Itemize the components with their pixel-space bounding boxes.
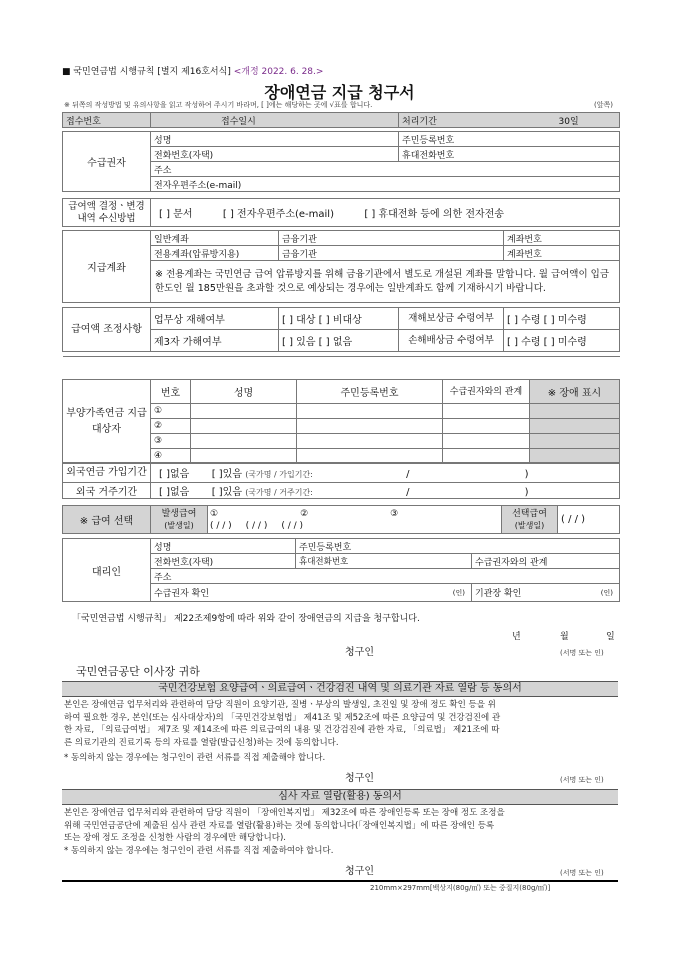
consent1-line: 른 의료기관의 진료기록 등의 자료를 열람(발급신청)하는 것에 동의합니다.: [64, 737, 339, 748]
compensation-label: 재해보상금 수령여부: [399, 308, 504, 330]
benefit-table: [62, 505, 620, 534]
normal-account-number-field[interactable]: 계좌번호: [504, 231, 620, 246]
occur-benefit-label: 발생급여: [161, 508, 197, 519]
consent1-line: 하여 필요한 경우, 본인(또는 심사대상자)의 「국민건강보험법」 제41조 및 제52조에 따른 요양급여 및 건강검진에 관: [64, 712, 501, 723]
receipt-date-label: 접수일시: [151, 113, 399, 128]
consent2-line: 위해 국민연금공단에 제출된 심사 관련 자료를 열람(활용)하는 것에 동의합니다(「장애인복지법」에 따른 장애인 등록: [64, 820, 495, 831]
paper-spec: 210mm×297mm[백상지(80g/㎡) 또는 중질지(80g/㎡)]: [370, 884, 551, 892]
benefit-circle-2: ②: [300, 508, 309, 519]
dependents-header-name: 성명: [191, 380, 297, 404]
notice-method-label: 급여액 결정ㆍ변경내역 수신방법: [63, 199, 151, 227]
account-note: ※ 전용계좌는 국민연금 급여 압류방지를 위해 금융기관에서 별도로 개설된 계좌를 말합니다. 월 급여액이 입금한도인 월 185만원을 초과할 것으로 예상되는 경우에는 일반계좌도 함께 기재하시기 바랍니다.: [151, 261, 620, 303]
recipient-email-field[interactable]: 전자우편주소(e-mail): [151, 177, 620, 192]
consent1-line: 본인은 장애연금 업무처리와 관련하여 담당 직원이 요양기관, 질병ㆍ부상의 발생일, 초진일 및 장애 정도 확인 등을 위: [64, 700, 496, 710]
declaration-text: 「국민연금법 시행규칙」 제22조제9항에 따라 위와 같이 장애연금의 지급을 청구합니다.: [72, 614, 420, 624]
close-paren: ): [524, 487, 529, 498]
recipient-rrn-field[interactable]: 주민등록번호: [399, 132, 620, 147]
consent2-note: * 동의하지 않는 경우에는 청구인이 관련 서류를 직접 제출하여야 합니다.: [64, 845, 334, 856]
recipient-phone-field[interactable]: 전화번호(자택): [151, 147, 399, 162]
footer-divider: [62, 880, 618, 882]
choice-date-field[interactable]: ( / / ): [558, 506, 620, 534]
foreign-stay-label: 외국 거주기간: [63, 483, 151, 499]
benefit-circle-3: ③: [390, 508, 399, 519]
occur-date-label: (발생일): [164, 520, 194, 530]
agent-mobile-field[interactable]: 휴대전화번호: [296, 554, 472, 569]
choice-benefit-label: 선택급여: [512, 508, 547, 519]
dependent-rrn-cell[interactable]: [297, 419, 443, 434]
dependent-relation-cell[interactable]: [443, 404, 530, 419]
date-day[interactable]: 일: [606, 632, 615, 642]
dependent-disability-cell[interactable]: [530, 419, 620, 434]
consent2-line: 또는 장애 정도 조정을 신청한 사람의 경우에만 해당합니다).: [64, 833, 286, 843]
foreign-join-label: 외국연금 가입기간: [63, 463, 151, 483]
dependent-rrn-cell[interactable]: [297, 404, 443, 419]
consent1-claimant: 청구인: [345, 773, 374, 784]
third-party-options[interactable]: [ ] 있음 [ ] 없음: [279, 330, 399, 352]
recipient-confirm-label: 수급권자 확인: [154, 589, 210, 599]
agent-relation-field[interactable]: 수급권자와의 관계: [472, 554, 620, 569]
addressee: 국민연금공단 이사장 귀하: [76, 665, 200, 678]
slash: /: [406, 487, 410, 498]
recipient-mobile-field[interactable]: 휴대전화번호: [399, 147, 620, 162]
agent-section-label: 대리인: [63, 539, 151, 602]
agent-rrn-field[interactable]: 주민등록번호: [296, 539, 620, 554]
damages-options[interactable]: [ ] 수령 [ ] 미수령: [504, 330, 620, 352]
notice-option-mobile[interactable]: [ ] 휴대전화 등에 의한 전자전송: [364, 209, 504, 220]
date-month[interactable]: 월: [560, 632, 569, 642]
processing-period-label: 처리기간: [399, 113, 504, 128]
benefit-section-label: ※ 급여 선택: [63, 506, 151, 534]
recipient-seal[interactable]: (인): [452, 589, 465, 597]
foreign-join-yes[interactable]: [ ]있음: [211, 469, 242, 480]
dependent-relation-cell[interactable]: [443, 419, 530, 434]
instructions-note: ※ 뒤쪽의 작성방법 및 유의사항을 읽고 작성하여 주시기 바라며, [ ]에는 해당하는 곳에 √표를 합니다.: [64, 101, 373, 109]
notice-option-document[interactable]: [ ] 문서: [159, 209, 193, 220]
claimant-label: 청구인: [345, 647, 374, 658]
benefit-date-2[interactable]: ( / / ): [245, 520, 268, 531]
third-party-label: 제3자 가해여부: [151, 330, 279, 352]
dependents-header-relation: 수급권자와의 관계: [443, 380, 530, 404]
account-section-label: 지급계좌: [63, 231, 151, 303]
dependent-relation-cell[interactable]: [443, 434, 530, 449]
consent2-claimant: 청구인: [345, 866, 374, 877]
exclusive-account-label: 전용계좌(압류방지용): [151, 246, 279, 261]
date-year[interactable]: 년: [512, 632, 521, 642]
dependents-table: [62, 379, 620, 464]
claimant-sign[interactable]: (서명 또는 인): [560, 649, 604, 657]
agent-address-field[interactable]: 주소: [151, 569, 620, 584]
dependents-header-rrn: 주민등록번호: [297, 380, 443, 404]
dependent-rrn-cell[interactable]: [297, 434, 443, 449]
consent1-sign[interactable]: (서명 또는 인): [560, 776, 604, 784]
agent-phone-field[interactable]: 전화번호(자택): [151, 554, 296, 569]
benefit-date-1[interactable]: ( / / ): [210, 520, 232, 531]
foreign-table: [62, 462, 620, 499]
org-seal[interactable]: (인): [600, 589, 614, 597]
consent1-line: 한 자료, 「의료급여법」 제7조 및 제14조에 따른 의료급여의 내용 및 건강검진에 관한 자료, 「의료법」 제21조에 따: [64, 725, 500, 735]
foreign-stay-yes[interactable]: [ ]있음: [211, 487, 242, 498]
dependents-header-number: 번호: [151, 380, 191, 404]
normal-account-label: 일반계좌: [151, 231, 279, 246]
recipient-address-field[interactable]: 주소: [151, 162, 620, 177]
notice-option-email[interactable]: [ ] 전자우편주소(e-mail): [222, 209, 334, 220]
page-side: (앞쪽): [594, 101, 613, 109]
consent2-sign[interactable]: (서명 또는 인): [560, 869, 604, 877]
dependent-disability-cell[interactable]: [530, 434, 620, 449]
exclusive-bank-field[interactable]: 금융기관: [279, 246, 504, 261]
dependents-section-label: 부양가족연금 지급 대상자: [63, 380, 151, 464]
foreign-stay-none[interactable]: [ ]없음: [159, 487, 190, 498]
close-paren: ): [524, 469, 529, 480]
dependents-header-disability: ※ 장애 표시: [530, 380, 620, 404]
agent-name-field[interactable]: 성명: [151, 539, 296, 554]
dependent-row-number: ③: [151, 434, 191, 449]
claim-form-table: [62, 112, 620, 357]
consent2-line: 본인은 장애연금 업무처리와 관련하여 담당 직원이 「장애인복지법」 제32조에 따른 장애인등록 또는 장애 정도 조정을: [64, 808, 505, 818]
dependent-name-cell[interactable]: [191, 434, 297, 449]
consent1-body: [64, 699, 618, 765]
damages-label: 손해배상금 수령여부: [399, 330, 504, 352]
dependent-name-cell[interactable]: [191, 419, 297, 434]
dependent-row-number: ④: [151, 449, 191, 464]
recipient-name-field[interactable]: 성명: [151, 132, 399, 147]
consent1-note: * 동의하지 않는 경우에는 청구인이 관련 서류를 직접 제출해야 합니다.: [64, 753, 326, 763]
choice-date-label: (발생일): [514, 520, 545, 530]
compensation-options[interactable]: [ ] 수령 [ ] 미수령: [504, 308, 620, 330]
benefit-circle-1: ①: [210, 508, 219, 519]
dependent-row-number: ①: [151, 404, 191, 419]
foreign-join-detail: (국가명 / 가입기간:: [245, 470, 313, 479]
org-confirm-label: 기관장 확인: [475, 589, 522, 599]
processing-period-value: 30일: [504, 113, 620, 128]
dependent-name-cell[interactable]: [191, 404, 297, 419]
recipient-section-label: 수급권자: [63, 132, 151, 192]
dependent-disability-cell[interactable]: [530, 404, 620, 419]
work-accident-label: 업무상 재해여부: [154, 315, 225, 326]
page-title: 장애연금 지급 청구서: [264, 83, 415, 102]
foreign-stay-detail: (국가명 / 거주기간:: [245, 488, 313, 497]
agent-table: [62, 538, 620, 602]
consent2-body: [64, 807, 618, 857]
form-reference: ■ 국민연금법 시행규칙 [별지 제16호서식] <개정 2022. 6. 28.>: [62, 67, 324, 77]
exclusive-account-number-field[interactable]: 계좌번호: [504, 246, 620, 261]
work-accident-options[interactable]: [ ] 대상 [ ] 비대상: [279, 308, 399, 330]
normal-bank-field[interactable]: 금융기관: [279, 231, 504, 246]
consent2-title: 심사 자료 열람(활용) 동의서: [62, 789, 618, 805]
adjust-section-label: 급여액 조정사항: [63, 308, 151, 352]
benefit-date-3[interactable]: ( / / ): [281, 520, 304, 531]
foreign-join-none[interactable]: [ ]없음: [159, 469, 190, 480]
dependent-row-number: ②: [151, 419, 191, 434]
consent1-title: 국민건강보험 요양급여ㆍ의료급여ㆍ건강검진 내역 및 의료기관 자료 열람 등 동의서: [62, 681, 618, 697]
slash: /: [406, 469, 410, 480]
receipt-number-label: 접수번호: [63, 113, 151, 128]
